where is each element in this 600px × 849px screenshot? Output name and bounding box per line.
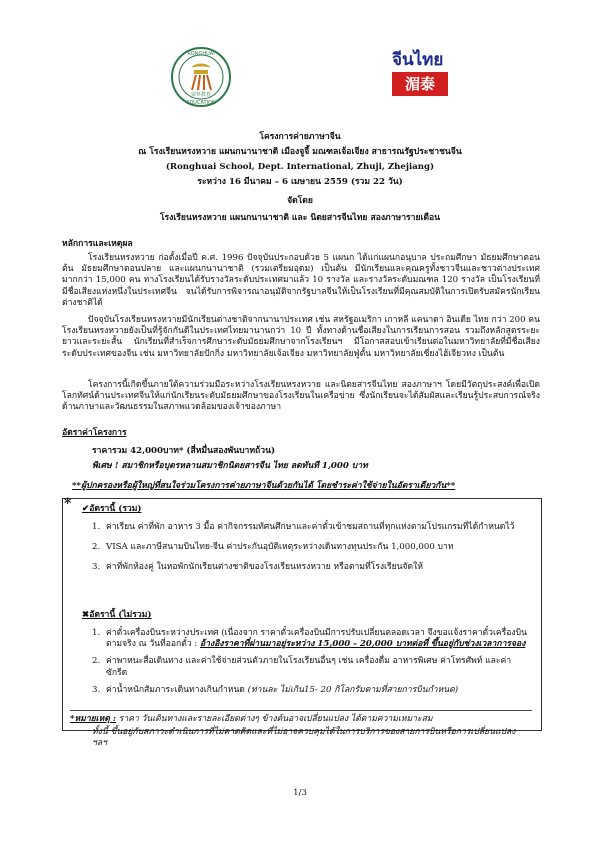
remark-text-1: ราคา วันเดินทางและรายละเอียดต่างๆ ข้างต้นอาจเปลี่ยนแปลง ได้ตามความเหมาะสม [116, 714, 433, 724]
remark-label: *หมายเหตุ : [70, 714, 117, 724]
list-item: 1. ค่าเรียน ค่าที่พัก อาหาร 3 มื้อ ค่ากิจกรรมทัศนศึกษาและค่าตั๋วเข้าชมสถานที่ทุกแห่งตามโปรแกรมที่ได้กำหนดไว้ [92, 522, 532, 533]
list-item: 1. ค่าตั๋วเครื่องบินระหว่างประเทศ (เนื่องจาก ราคาตั๋วเครื่องบินมีการปรับเปลี่ยนตลอดเวลา จึงขอแจ้งราคาตั๋วเครื่องบินตามจริง ณ วันที่ออกตั๋ว : อ้างอิงราคาที่ผ่านมาอยู่ระหว่าง 15,000 - 20,000 บาทต่อที่ ขึ้นอยู่กับช่วงเวลาการจอง [92, 628, 527, 650]
list-item-text: ค่าที่พักห้องคู่ ในหอพักนักเรียนต่างชาติของโรงเรียนหรงหวาย หรือตามที่โรงเรียนจัดให้ [106, 562, 423, 573]
organizers: โรงเรียนหรงหวาย แผนกนานาชาติ และ นิตยสารจีนไทย สองภาษารายเดือน [159, 213, 441, 223]
svg-text:荣怀教育: 荣怀教育 [190, 92, 212, 98]
included-list [92, 522, 532, 574]
asterisk-mark: * [64, 496, 72, 512]
header-dates: ระหว่าง 16 มีนาคม – 6 เมษายน 2559 (รวม 22 วัน) [197, 177, 403, 187]
brand-thai-text: จีนไทย [392, 50, 444, 70]
excluded-heading [82, 610, 151, 621]
page-title: โครงการค่ายภาษาจีน [259, 132, 341, 142]
included-heading [82, 504, 142, 515]
excluded-heading-text: อัตรานี้ (ไม่รวม) [89, 610, 152, 620]
organized-by: จัดโดย [287, 196, 313, 206]
page-number: 1/3 [293, 788, 307, 798]
principles-paragraph-3: โครงการนี้เกิดขึ้นภายใต้ความร่วมมือระหว่างโรงเรียนหรงหวาย และนิตยสารจีนไทย สองภาษาฯ โดยมีวัตถุประสงค์เพื่อเปิดโลกทัศน์ด้านประเทศจีนให้แก่นักเรียนระดับมัธยมศึกษาของโรงเรียนในเครือข่าย ซึ่งนักเรียนจะได้สัมผัสและเรียนรู้ประสบการณ์จริงด้านภาษาและวัฒนธรรมในสภาพแวดล้อมของเจ้าของภาษา [62, 380, 540, 413]
remark [70, 714, 532, 725]
principles-paragraph-2: ปัจจุบันโรงเรียนหรงหวายมีนักเรียนต่างชาติจากนานาประเทศ เช่น สหรัฐอเมริกา เกาหลี แคนาดา อินเดีย ไทย กว่า 200 คน โรงเรียนหรงหวายยังเป็นที่รู้จักกันดีในประเทศไทยมานานกว่า 10 ปี ทั้งทางด้านชื่อเสียงในการเรียนการสอน รวมถึงหลักสูตรระยะยาวและระยะสั้น นักเรียนที่สำเร็จการศึกษาระดับมัธยมศึกษาจากโรงเรียนฯ มีโอกาสสอบเข้าเรียนต่อในมหาวิทยาลัยที่มีชื่อเสียงระดับประเทศของจีน เช่น มหาวิทยาลัยปักกิ่ง มหาวิทยาลัยเจ้อเจียง มหาวิทยาลัยฟู่ตั้น มหาวิทยาลัยเซี่ยงไฮ้เจียวทง เป็นต้น [62, 315, 540, 359]
fees-price: ราคารวม 42,000บาท* (สี่หมื่นสองพันบาทถ้วน) [92, 446, 276, 456]
list-item: 3. ค่าที่พักห้องคู่ ในหอพักนักเรียนต่างชาติของโรงเรียนหรงหวาย หรือตามที่โรงเรียนจัดให้ [92, 562, 532, 573]
header-line-2: ณ โรงเรียนหรงหวาย แผนกนานาชาติ เมืองจูจี้ มณฑลเจ้อเจียง สาธารณรัฐประชาชนจีน [138, 147, 462, 157]
list-item-text: ค่าเรียน ค่าที่พัก อาหาร 3 มื้อ ค่ากิจกรรมทัศนศึกษาและค่าตั๋วเข้าชมสถานที่ทุกแห่งตามโปรแกรมที่ได้กำหนดไว้ [106, 522, 515, 532]
check-icon: ✔ [82, 504, 90, 514]
list-item: 3. ค่าน้ำหนักสัมภาระเดินทางเกินกำหนด (ท่านละ ไม่เกิน15- 20 กิโลกรัมตามที่สายการบินกำหนด) [92, 684, 459, 695]
list-item: 2. VISA และภาษีสนามบินไทย-จีน ค่าประกันอุบัติเหตุระหว่างเดินทางทุนประกัน 1,000,000 บาท [92, 542, 532, 553]
list-item-note: (ท่านละ ไม่เกิน15- 20 กิโลกรัมตามที่สายการบินกำหนด) [247, 684, 459, 695]
remark-text-2: ทั้งนี้ ขึ้นอยู่กับสภาวะดำเนินการที่ไม่คาดคิดและที่ไม่อาจควบคุมได้ในการบริการของสายการบินหรือการเปลี่ยนแปลง ฯลฯ [92, 727, 516, 749]
header-line-3: (Ronghuai School, Dept. International, Zhuji, Zhejiang) [165, 162, 435, 172]
list-item-note: อ้างอิงราคาที่ผ่านมาอยู่ระหว่าง 15,000 - 20,000 บาทต่อที่ ขึ้นอยู่กับช่วงเวลาการจอง [200, 639, 526, 650]
list-item-text: ค่าตั๋วเครื่องบินระหว่างประเทศ (เนื่องจาก ราคาตั๋วเครื่องบินมีการปรับเปลี่ยนตลอดเวลา จึงขอแจ้งราคาตั๋วเครื่องบินตามจริง ณ วันที่ออกตั๋ว : [106, 628, 527, 650]
brand-chinese-text: 湄泰 [392, 72, 448, 96]
excluded-list [92, 628, 532, 696]
principles-heading: หลักการและเหตุผล [62, 239, 133, 249]
list-item: 2. ค่าพาหนะสื่อเดินทาง และค่าใช้จ่ายส่วนตัวภายในโรงเรียนอื่นๆ เช่น เครื่องดื่ม อาหารพิเศษ ค่าโทรศัพท์ และค่าซักรีด [92, 656, 532, 678]
list-item-text: VISA และภาษีสนามบินไทย-จีน ค่าประกันอุบัติเหตุระหว่างเดินทางทุนประกัน 1,000,000 บาท [106, 542, 454, 553]
list-item-text: ค่าพาหนะสื่อเดินทาง และค่าใช้จ่ายส่วนตัวภายในโรงเรียนอื่นๆ เช่น เครื่องดื่ม อาหารพิเศษ ค่าโทรศัพท์ และค่าซักรีด [106, 656, 512, 678]
list-item-text: ค่าน้ำหนักสัมภาระเดินทางเกินกำหนด [106, 684, 245, 695]
included-heading-text: อัตรานี้ (รวม) [89, 504, 142, 514]
svg-text:EDUCATION: EDUCATION [186, 100, 216, 106]
school-seal-logo [170, 46, 232, 108]
fees-note: **ผู้ปกครองหรือผู้ใหญ่ที่สนใจร่วมโครงการค่ายภาษาจีนด้วยกันได้ โดยชำระค่าใช้จ่ายในอัตราเดียวกัน** [72, 481, 456, 491]
fees-special-discount: พิเศษ ! สมาชิกหรือบุตรหลานสมาชิกนิตยสารจีน ไทย ลดทันที 1,000 บาท [92, 461, 368, 471]
svg-text:RONGHUAI: RONGHUAI [187, 51, 215, 57]
remark-divider [70, 710, 532, 711]
cross-icon: ✖ [82, 610, 90, 620]
fees-heading: อัตราค่าโครงการ [62, 428, 127, 438]
principles-paragraph-1: โรงเรียนหรงหวาย ก่อตั้งเมื่อปี ค.ศ. 1996 ปัจจุบันประกอบด้วย 5 แผนก ได้แก่แผนกอนุบาล ประถมศึกษา มัธยมศึกษาตอนต้น มัธยมศึกษาตอนปลาย และแผนกนานาชาติ (รวมเตรียมอุดม) เป็นต้น มีนักเรียนและคุณครูทั้งชาวจีนและชาวต่างประเทศมากกว่า 15,000 คน ทางโรงเรียนได้รับรางวัลระดับประเทศมาแล้ว 10 รางวัล และรางวัลระดับมณฑล 120 รางวัล เป็นโรงเรียนที่มีชื่อเสียงแห่งหนึ่งในประเทศจีน จนได้รับการพิจารณาอนุมัติจากรัฐบาลจีนให้เป็นโรงเรียนที่มีคุณสมบัติในการเปิดรับสมัครนักเรียนต่างชาติได้ [62, 253, 540, 308]
brand-logo [392, 50, 462, 106]
